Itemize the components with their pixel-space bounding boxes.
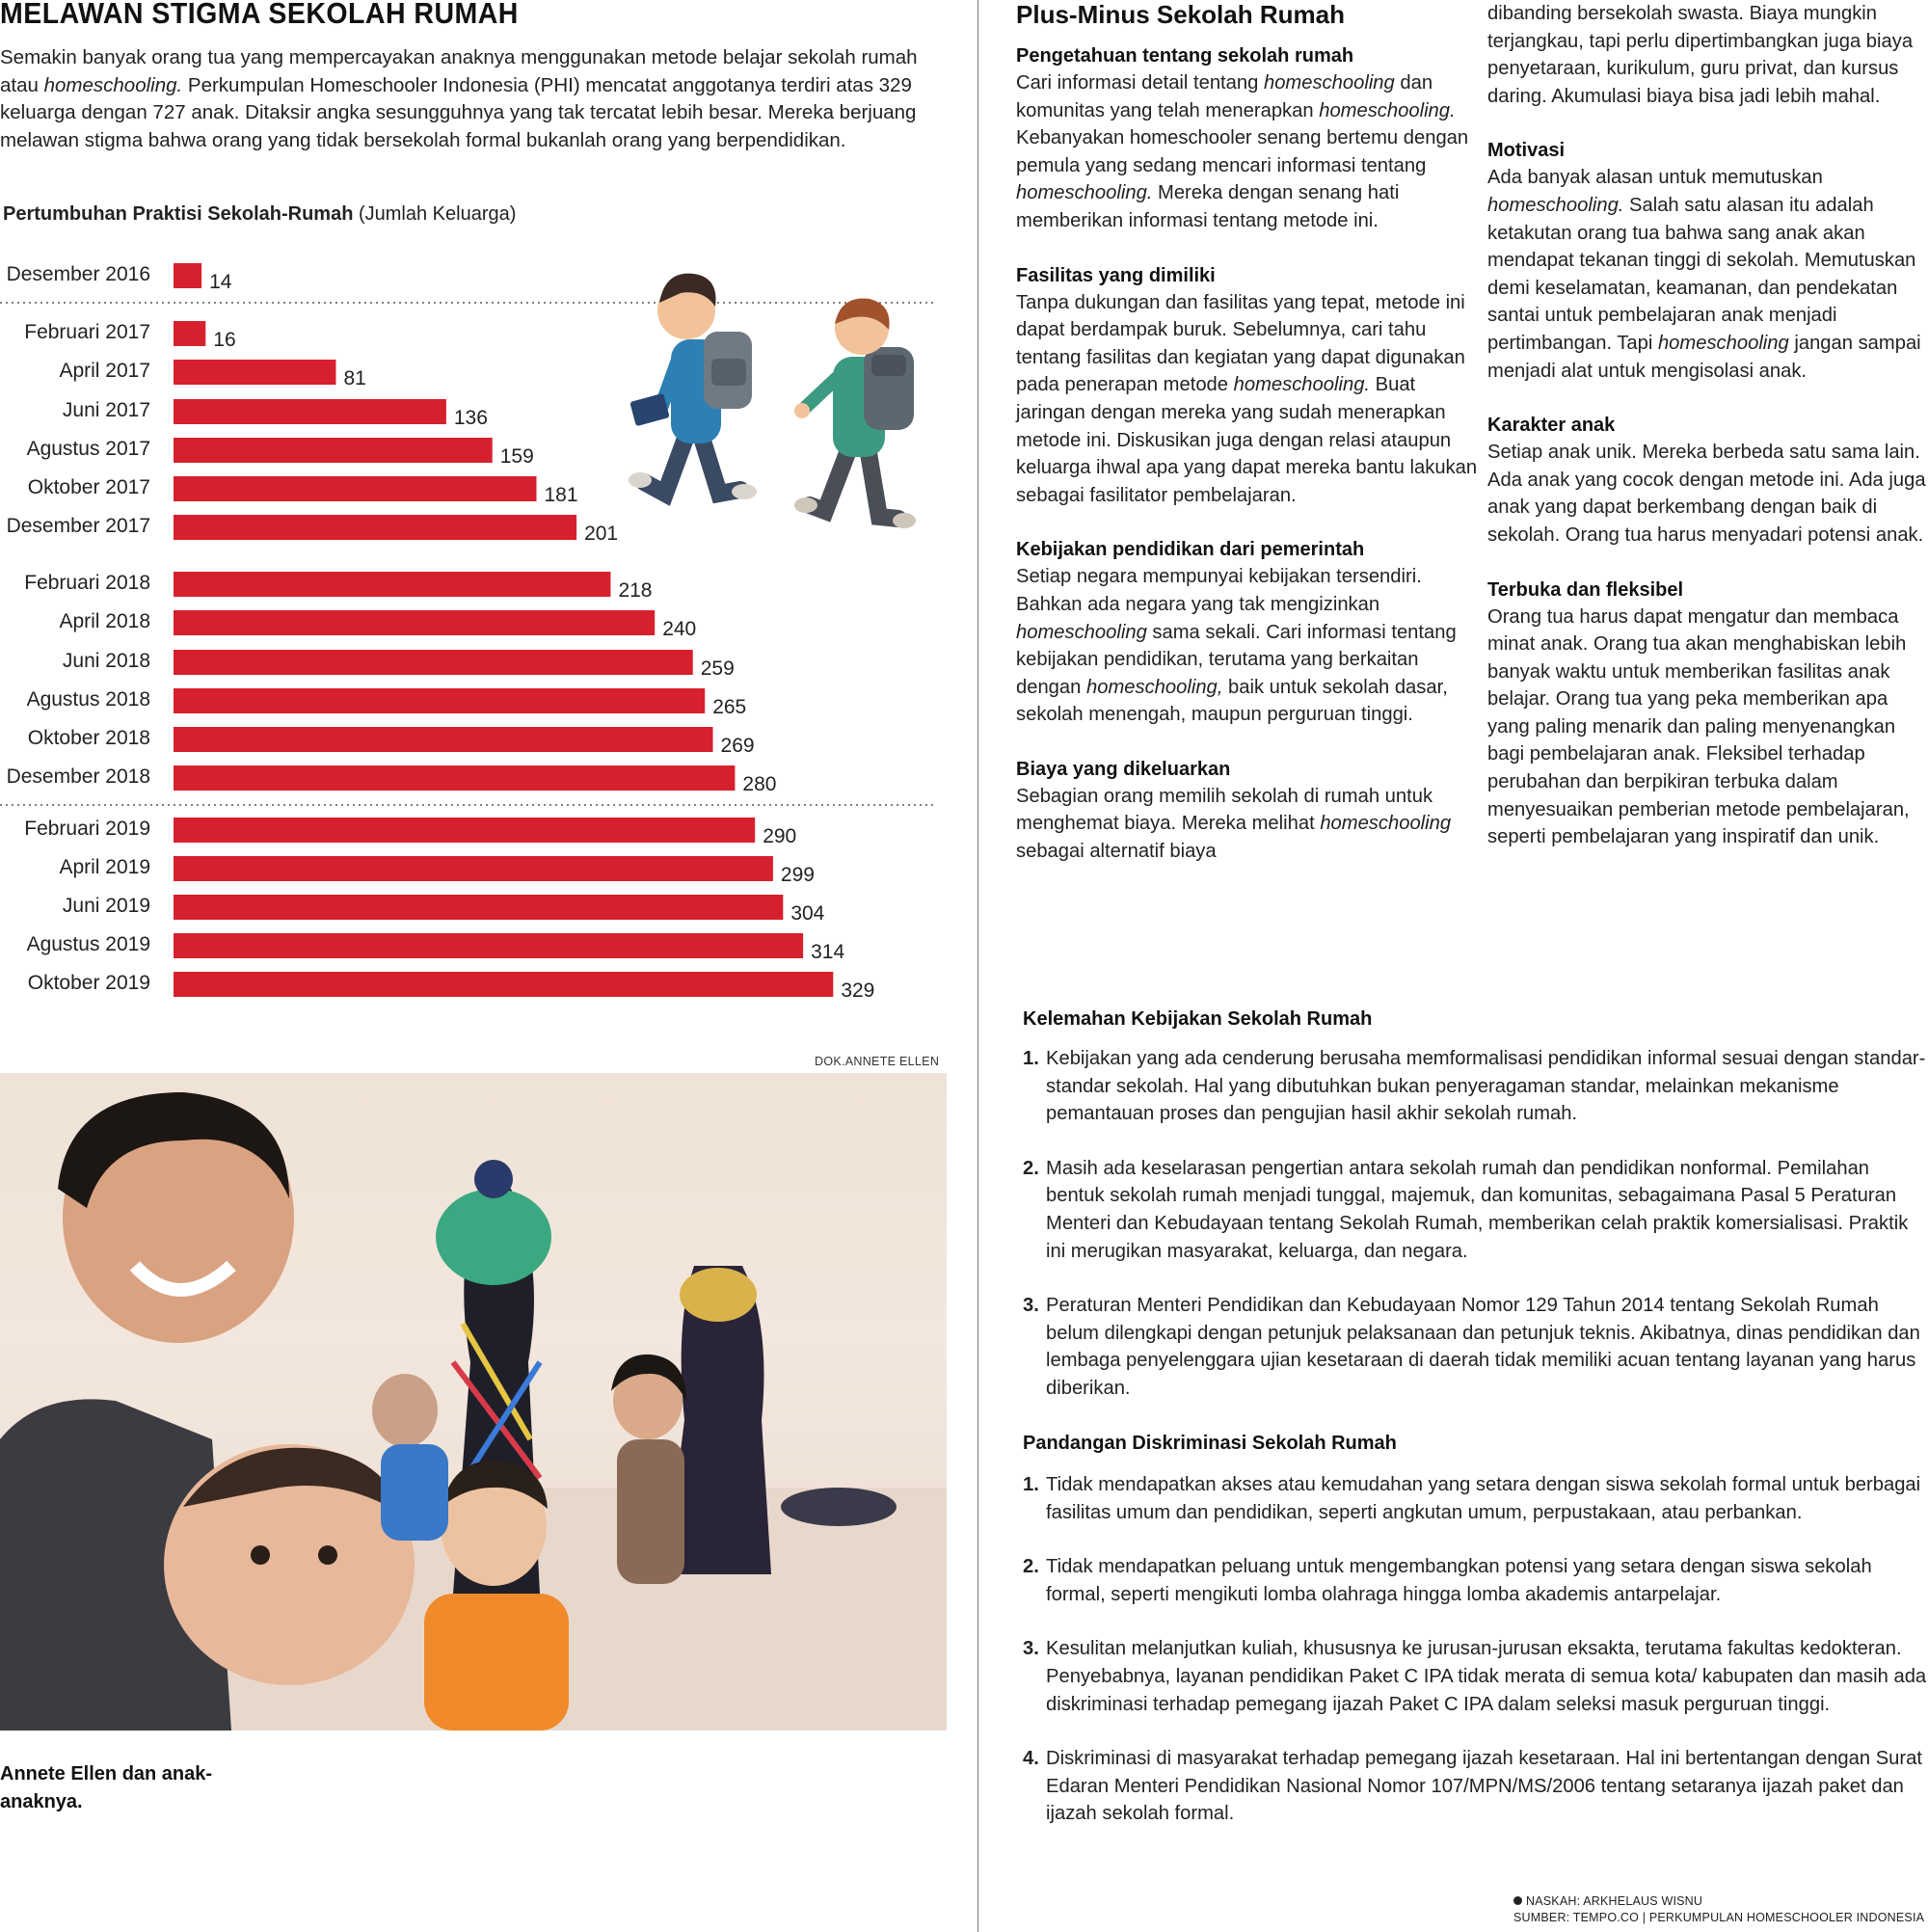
italic-term: homeschooling bbox=[1263, 72, 1395, 94]
body-text: Buat jaringan dengan mereka yang sudah menerapkan metode ini. Diskusikan juga dengan relasi ataupun keluarga ihwal apa yang dapat mereka bantu lakukan sebagai fasilitator pembelajaran. bbox=[1016, 374, 1478, 506]
credit-naskah-line bbox=[1513, 1893, 1924, 1910]
category-label: Oktober 2019 bbox=[27, 972, 150, 994]
section-body bbox=[1487, 0, 1928, 110]
category-label: Juni 2019 bbox=[62, 895, 150, 917]
section-heading: Motivasi bbox=[1487, 140, 1566, 162]
body-text: baik untuk sekolah dasar, sekolah menengah, maupun perguruan tinggi. bbox=[1016, 676, 1448, 726]
italic-term: homeschooling. bbox=[1233, 374, 1371, 396]
value-label: 280 bbox=[742, 773, 777, 795]
diskriminasi-list bbox=[1023, 1471, 1928, 1855]
item-text: Kebijakan yang ada cenderung berusaha memformalisasi pendidikan informal sesuai dengan standar-standar sekolah. Hal yang dibutuhkan bukan penyeragaman standar, melainkan mekanisme pemantauan proses dan pengujian hasil akhir sekolah rumah. bbox=[1046, 1048, 1926, 1125]
intro-paragraph bbox=[0, 44, 954, 154]
chart-subtitle: (Jumlah Keluarga) bbox=[358, 203, 517, 225]
value-label: 240 bbox=[662, 618, 697, 640]
italic-term: homeschooling bbox=[1320, 813, 1452, 835]
bar bbox=[174, 572, 610, 597]
diskriminasi-item bbox=[1023, 1471, 1928, 1526]
body-text: dan komunitas yang telah menerapkan bbox=[1016, 72, 1433, 121]
section-body bbox=[1016, 563, 1479, 729]
student-boy-back bbox=[794, 299, 916, 528]
value-label: 181 bbox=[544, 484, 578, 506]
student-boy-front bbox=[629, 274, 757, 499]
body-text: Mereka dengan senang hati memberikan informasi tentang metode ini. bbox=[1016, 182, 1400, 231]
bar bbox=[174, 399, 446, 424]
category-label: Juni 2018 bbox=[62, 650, 150, 672]
italic-term: homeschooling. bbox=[1319, 99, 1456, 121]
item-number: 1. bbox=[1023, 1048, 1039, 1069]
chart-title-main: Pertumbuhan Praktisi Sekolah-Rumah bbox=[3, 203, 354, 225]
section-body bbox=[1016, 783, 1479, 866]
category-label: Agustus 2018 bbox=[26, 688, 150, 711]
column-divider bbox=[977, 0, 978, 1932]
body-text: Kebanyakan homeschooler senang bertemu dengan pemula yang sedang mencari informasi tentang bbox=[1016, 127, 1469, 176]
italic-term: homeschooling. bbox=[1487, 194, 1624, 216]
kelemahan-item bbox=[1023, 1045, 1928, 1128]
bar bbox=[174, 321, 205, 346]
section-body bbox=[1487, 439, 1928, 549]
value-label: 314 bbox=[811, 941, 845, 963]
category-label: Desember 2017 bbox=[6, 515, 150, 537]
category-label: Desember 2018 bbox=[6, 765, 150, 788]
value-label: 259 bbox=[700, 657, 735, 680]
bar bbox=[174, 688, 705, 713]
credit-naskah: NASKAH: ARKHELAUS WISNU bbox=[1526, 1894, 1703, 1908]
body-text: Ada banyak alasan untuk memutuskan bbox=[1487, 167, 1823, 189]
italic-term: homeschooling, bbox=[1085, 676, 1223, 698]
category-label: Februari 2019 bbox=[24, 818, 150, 840]
value-label: 16 bbox=[213, 329, 236, 351]
category-label: Oktober 2018 bbox=[27, 727, 150, 749]
diskriminasi-item bbox=[1023, 1553, 1928, 1608]
diskriminasi-item bbox=[1023, 1745, 1928, 1828]
category-label: Agustus 2019 bbox=[26, 933, 150, 955]
bar bbox=[174, 972, 833, 997]
value-label: 269 bbox=[720, 735, 755, 757]
photo-caption: Annete Ellen dan anak-anaknya. bbox=[0, 1763, 213, 1812]
bar bbox=[174, 515, 576, 540]
photo-credit: DOK.ANNETE ELLEN bbox=[815, 1055, 940, 1068]
section-body bbox=[1016, 289, 1479, 510]
body-text: mungkin terjangkau, tapi perlu dipertimbangkan juga biaya penyetaraan, kurikulum, guru privat, dan kursus daring. Akumulasi biaya bisa jadi lebih mahal. bbox=[1487, 3, 1914, 107]
item-number: 2. bbox=[1023, 1556, 1039, 1578]
bar bbox=[174, 610, 655, 635]
italic-term: homeschooling bbox=[1016, 621, 1147, 643]
section-body bbox=[1016, 69, 1479, 235]
credits bbox=[1513, 1893, 1924, 1926]
chart-title bbox=[3, 203, 516, 226]
item-text: Tidak mendapatkan peluang untuk mengembangkan potensi yang setara dengan siswa sekolah formal, seperti mengikuti lomba olahraga hingga lomba akademis antarpelajar. bbox=[1046, 1556, 1872, 1605]
bar bbox=[174, 856, 773, 881]
kelemahan-item bbox=[1023, 1155, 1928, 1265]
diskriminasi-item bbox=[1023, 1635, 1928, 1718]
bar bbox=[174, 476, 536, 501]
category-label: April 2018 bbox=[59, 610, 150, 632]
value-label: 136 bbox=[453, 407, 488, 429]
bullet-dot-icon bbox=[1513, 1896, 1522, 1905]
plusminus-column-2 bbox=[1487, 0, 1928, 878]
category-label: Juni 2017 bbox=[62, 399, 150, 421]
value-label: 290 bbox=[763, 825, 797, 847]
item-text: Tidak mendapatkan akses atau kemudahan yang setara dengan siswa sekolah formal untuk berbagai fasilitas umum dan pendidikan, seperti angkutan umum, perpustakaan, atau perbankan. bbox=[1046, 1474, 1921, 1523]
section-heading: Biaya yang dikeluarkan bbox=[1016, 758, 1231, 780]
section-body bbox=[1487, 164, 1928, 385]
bar bbox=[174, 360, 335, 385]
section-body bbox=[1487, 604, 1928, 851]
item-number: 1. bbox=[1023, 1474, 1039, 1495]
body-text: sebagai alternatif biaya bbox=[1016, 841, 1217, 863]
body-text: Salah satu alasan itu adalah ketakutan orang tua bahwa sang anak akan mendapat tekanan tinggi di sekolah. Memutuskan demi keselamatan, keamanan, dan pendekatan santai untuk pembelajaran anak menjadi pertimbangan. Tapi bbox=[1487, 194, 1916, 354]
category-label: Desember 2016 bbox=[6, 263, 150, 285]
item-number: 2. bbox=[1023, 1157, 1039, 1179]
section-heading: Fasilitas yang dimiliki bbox=[1016, 264, 1216, 286]
item-number: 4. bbox=[1023, 1748, 1039, 1770]
item-number: 3. bbox=[1023, 1295, 1039, 1317]
intro-italic: homeschooling. bbox=[43, 73, 183, 96]
credit-sumber: SUMBER: TEMPO.CO | PERKUMPULAN HOMESCHOOLER INDONESIA bbox=[1513, 1911, 1925, 1924]
value-label: 299 bbox=[780, 864, 815, 886]
value-label: 304 bbox=[790, 902, 825, 925]
item-text: Diskriminasi di masyarakat terhadap pemegang ijazah kesetaraan. Hal ini bertentangan dengan Surat Edaran Menteri Pendidikan Nasional Nomor 107/MPN/MS/2006 tentang setaranya ijazah paket dan ijazah sekolah formal. bbox=[1046, 1748, 1922, 1825]
category-label: Februari 2018 bbox=[24, 572, 150, 594]
kelemahan-item bbox=[1023, 1292, 1928, 1402]
value-label: 329 bbox=[841, 979, 875, 1002]
bar bbox=[174, 895, 783, 920]
item-text: Kesulitan melanjutkan kuliah, khususnya ke jurusan-jurusan eksakta, terutama fakultas kedokteran. Penyebabnya, layanan pendidikan Paket C IPA tidak merata di semua kota/ kabupaten dan masih ada diskriminasi terhadap pemegang ijazah Paket C IPA dalam seleksi masuk perguruan tinggi. bbox=[1046, 1638, 1927, 1715]
value-label: 201 bbox=[584, 523, 619, 545]
child-girl bbox=[611, 1355, 686, 1584]
value-label: 218 bbox=[618, 579, 653, 602]
body-text: jangan sampai menjadi alat untuk mengisolasi anak. bbox=[1487, 332, 1921, 382]
plusminus-column-1 bbox=[1016, 42, 1479, 893]
kelemahan-title: Kelemahan Kebijakan Sekolah Rumah bbox=[1023, 1008, 1373, 1030]
section-heading: Karakter anak bbox=[1487, 415, 1616, 437]
value-label: 14 bbox=[209, 271, 232, 293]
walking-students-illustration bbox=[627, 253, 954, 551]
section-heading: Pengetahuan tentang sekolah rumah bbox=[1016, 45, 1354, 67]
child-peeking bbox=[372, 1374, 448, 1541]
italic-term: homeschooling. bbox=[1016, 182, 1153, 204]
intro-text-2: Perkumpulan Homeschooler Indonesia (PHI) mencatat anggotanya terdiri atas 329 keluarga dengan 727 anak. Ditaksir angka sesungguhnya yang tak tercatat lebih besar. Mereka berjuang melawan stigma bahwa orang yang tidak bersekolah formal bukanlah orang yang berpendidikan. bbox=[0, 73, 917, 151]
bar bbox=[174, 765, 735, 791]
value-label: 159 bbox=[499, 445, 534, 468]
bar bbox=[174, 818, 755, 843]
category-label: Agustus 2017 bbox=[26, 438, 150, 460]
body-text: Setiap negara mempunyai kebijakan tersendiri. Bahkan ada negara yang tak mengizinkan bbox=[1016, 566, 1422, 615]
italic-term: homeschooling bbox=[1657, 332, 1789, 354]
diskriminasi-title: Pandangan Diskriminasi Sekolah Rumah bbox=[1023, 1433, 1397, 1454]
bar bbox=[174, 438, 493, 463]
value-label: 81 bbox=[343, 367, 366, 389]
body-text: Cari informasi detail tentang bbox=[1016, 72, 1264, 94]
category-label: Februari 2017 bbox=[24, 321, 150, 343]
section-heading: Kebijakan pendidikan dari pemerintah bbox=[1016, 539, 1365, 561]
baby bbox=[164, 1444, 415, 1685]
item-text: Peraturan Menteri Pendidikan dan Kebudayaan Nomor 129 Tahun 2014 tentang Sekolah Rumah belum dilengkapi dengan petunjuk pelaksanaan dan petunjuk teknis. Akibatnya, dinas pendidikan dan lembaga penyelenggara ujian kesetaraan di daerah tidak memiliki acuan tentang layanan yang harus diberikan. bbox=[1046, 1295, 1920, 1399]
body-text: Orang tua harus dapat mengatur dan membaca minat anak. Orang tua akan menghabiskan lebih banyak waktu untuk memberikan fasilitas anak belajar. Orang tua yang peka memberikan apa yang paling menarik dan paling menyenangkan bagi pembelajaran anak. Fleksibel terhadap perubahan dan berpikiran terbuka dalam menyesuaikan pemberian metode pembelajaran, seperti pembelajaran yang inspiratif dan unik. bbox=[1487, 605, 1910, 848]
body-text: sama sekali. Cari informasi tentang kebijakan pendidikan, terutama yang berkaitan dengan bbox=[1016, 621, 1457, 698]
bar bbox=[174, 650, 693, 675]
body-text: dibanding bersekolah swasta. Biaya bbox=[1487, 3, 1804, 24]
value-label: 265 bbox=[712, 696, 747, 718]
item-number: 3. bbox=[1023, 1638, 1039, 1660]
kelemahan-list bbox=[1023, 1045, 1928, 1430]
family-photo-drawing bbox=[0, 1073, 947, 1731]
bar bbox=[174, 727, 713, 752]
headline: MELAWAN STIGMA SEKOLAH RUMAH bbox=[0, 0, 519, 30]
category-label: April 2017 bbox=[59, 360, 150, 382]
section-heading: Terbuka dan fleksibel bbox=[1487, 578, 1684, 601]
item-text: Masih ada keselarasan pengertian antara sekolah rumah dan pendidikan nonformal. Pemilahan bentuk sekolah rumah menjadi tunggal, majemuk, dan komunitas, sebagaimana Pasal 5 Peraturan Menteri dan Kebudayaan tentang Sekolah Rumah, memberikan celah praktik komersialisasi. Praktik ini merugikan masyarakat, keluarga, dan negara. bbox=[1046, 1157, 1909, 1262]
plusminus-title: Plus-Minus Sekolah Rumah bbox=[1016, 0, 1345, 29]
category-label: April 2019 bbox=[59, 856, 150, 878]
body-text: Setiap anak unik. Mereka berbeda satu sama lain. Ada anak yang cocok dengan metode ini. Ada juga anak yang dapat berkembang dengan baik di sekolah. Orang tua harus menyadari potensi anak. bbox=[1487, 442, 1926, 546]
category-label: Oktober 2017 bbox=[27, 476, 150, 498]
intro-text-1: Semakin banyak orang tua yang mempercayakan anaknya menggunakan metode belajar sekolah rumah atau bbox=[0, 46, 918, 96]
bar bbox=[174, 933, 803, 958]
body-text: Tanpa dukungan dan fasilitas yang tepat, metode ini dapat berdampak buruk. Sebelumnya, cari tahu tentang fasilitas dan kegiatan yang dapat digunakan pada penerapan metode bbox=[1016, 291, 1465, 396]
body-text: Sebagian orang memilih sekolah di rumah untuk menghemat biaya. Mereka melihat bbox=[1016, 785, 1433, 835]
bar bbox=[174, 263, 201, 288]
family-photo bbox=[0, 1073, 947, 1731]
